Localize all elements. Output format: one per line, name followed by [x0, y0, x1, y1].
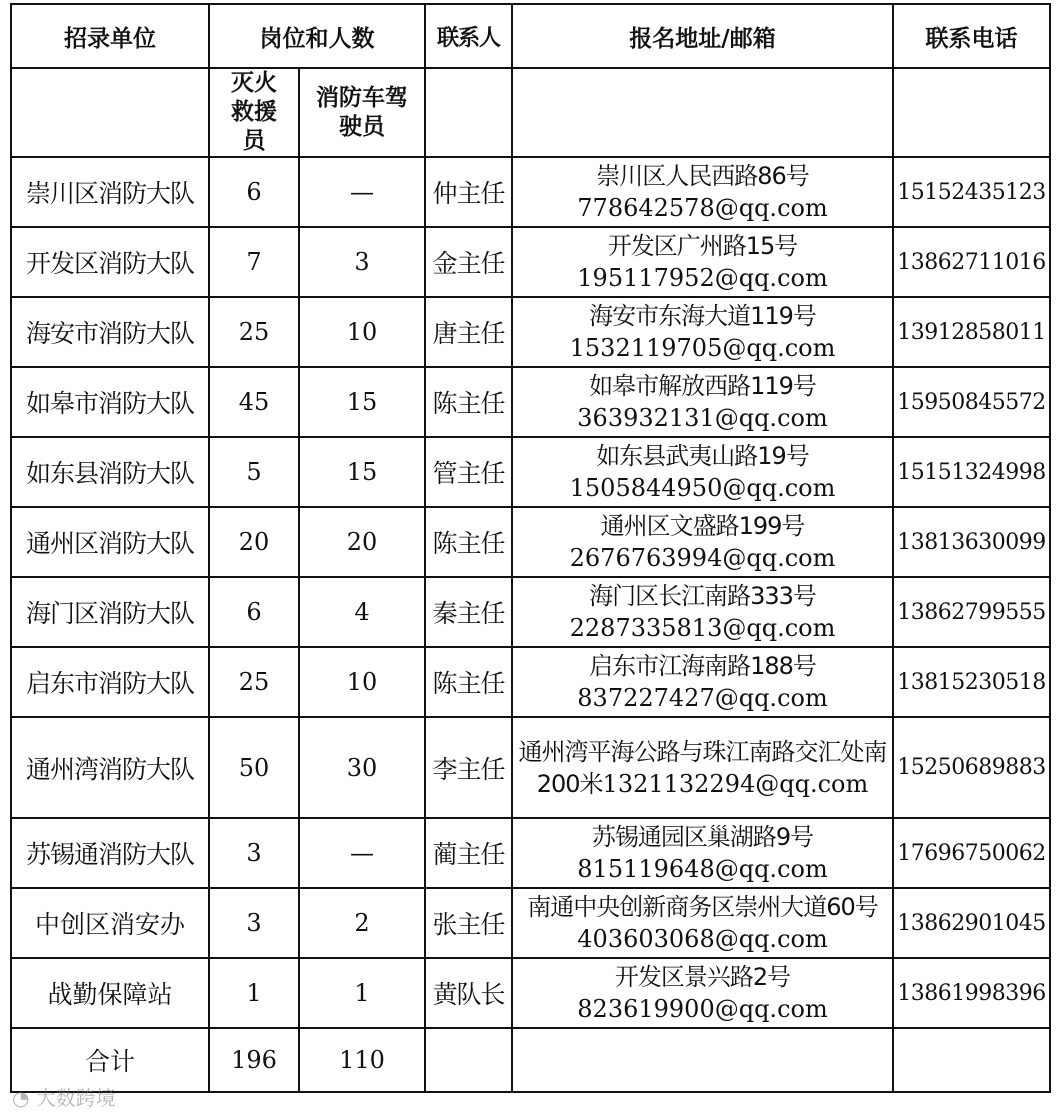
- phone-number: 13862901045: [893, 888, 1050, 958]
- address-cell: [512, 437, 893, 507]
- email-text: 2676763994@qq.com: [569, 544, 836, 572]
- phone-number: 13862799555: [893, 577, 1050, 647]
- rescue-count: 7: [209, 227, 299, 297]
- subheader-driver: 消防车驾驶员: [299, 68, 425, 157]
- email-text: 1532119705@qq.com: [569, 334, 836, 362]
- subheader-empty-address: [512, 68, 893, 157]
- unit-cell: 中创区消安办: [11, 888, 209, 958]
- contact-person: 黄队长: [425, 958, 512, 1028]
- email-text: 363932131@qq.com: [577, 404, 828, 432]
- rescue-count: 20: [209, 507, 299, 577]
- contact-person: 秦主任: [425, 577, 512, 647]
- subheader-row: [11, 68, 1050, 157]
- rescue-count: 5: [209, 437, 299, 507]
- address-cell: [512, 227, 893, 297]
- driver-count: 1: [299, 958, 425, 1028]
- watermark-logo: [12, 1082, 116, 1111]
- table-row: [11, 958, 1050, 1028]
- contact-person: 张主任: [425, 888, 512, 958]
- total-empty-phone: [893, 1028, 1050, 1092]
- total-empty-contact: [425, 1028, 512, 1092]
- table-row: [11, 437, 1050, 507]
- email-text: 1505844950@qq.com: [569, 474, 836, 502]
- driver-count: 4: [299, 577, 425, 647]
- driver-count: —: [299, 818, 425, 888]
- address-cell: [512, 818, 893, 888]
- phone-number: 17696750062: [893, 818, 1050, 888]
- rescue-count: 6: [209, 157, 299, 227]
- driver-count: 30: [299, 717, 425, 818]
- subheader-empty-contact: [425, 68, 512, 157]
- driver-count: 3: [299, 227, 425, 297]
- table-row: [11, 647, 1050, 717]
- table-row: [11, 577, 1050, 647]
- header-row: [11, 4, 1050, 68]
- address-cell: [512, 717, 893, 818]
- phone-number: 15151324998: [893, 437, 1050, 507]
- driver-count: 20: [299, 507, 425, 577]
- email-text: 2287335813@qq.com: [569, 614, 836, 642]
- driver-count: 10: [299, 647, 425, 717]
- email-text: 837227427@qq.com: [577, 684, 828, 712]
- phone-number: 13862711016: [893, 227, 1050, 297]
- unit-cell: 开发区消防大队: [11, 227, 209, 297]
- phone-number: 15152435123: [893, 157, 1050, 227]
- table-row: [11, 717, 1050, 818]
- total-driver: 110: [299, 1028, 425, 1092]
- watermark-icon: ◔: [12, 1086, 30, 1110]
- unit-cell: 通州区消防大队: [11, 507, 209, 577]
- address-text: 开发区广州路15号: [607, 232, 798, 260]
- email-text: 823619900@qq.com: [577, 995, 828, 1023]
- contact-person: 李主任: [425, 717, 512, 818]
- header-contact: 联系人: [425, 4, 512, 68]
- driver-count: 15: [299, 367, 425, 437]
- email-text: 1321132294@qq.com: [602, 769, 869, 798]
- table-row: [11, 507, 1050, 577]
- table-row: [11, 888, 1050, 958]
- total-row: [11, 1028, 1050, 1092]
- phone-number: 13912858011: [893, 297, 1050, 367]
- watermark-text: 大数跨境: [35, 1086, 116, 1110]
- contact-person: 蔺主任: [425, 818, 512, 888]
- unit-cell: 启东市消防大队: [11, 647, 209, 717]
- rescue-count: 1: [209, 958, 299, 1028]
- rescue-count: 3: [209, 888, 299, 958]
- address-cell: [512, 647, 893, 717]
- driver-count: 2: [299, 888, 425, 958]
- phone-number: 15950845572: [893, 367, 1050, 437]
- address-text: 开发区景兴路2号: [614, 963, 791, 991]
- address-cell: [512, 157, 893, 227]
- rescue-count: 25: [209, 297, 299, 367]
- contact-person: 唐主任: [425, 297, 512, 367]
- address-cell: [512, 367, 893, 437]
- table-body: [11, 157, 1050, 1028]
- address-text: 南通中央创新商务区崇州大道60号: [527, 893, 878, 921]
- contact-person: 仲主任: [425, 157, 512, 227]
- address-text: 如东县武夷山路19号: [596, 442, 809, 470]
- unit-cell: 如皋市消防大队: [11, 367, 209, 437]
- table-row: [11, 157, 1050, 227]
- rescue-count: 6: [209, 577, 299, 647]
- address-text: 如皋市解放西路119号: [589, 372, 816, 400]
- address-text: 启东市江海南路188号: [589, 652, 816, 680]
- unit-cell: 苏锡通消防大队: [11, 818, 209, 888]
- email-text: 778642578@qq.com: [577, 194, 828, 222]
- address-text: 苏锡通园区巢湖路9号: [591, 823, 814, 851]
- address-text: 通州湾平海公路与珠江南路交汇处南200米: [518, 737, 887, 798]
- contact-person: 陈主任: [425, 507, 512, 577]
- subheader-rescue: 灭火救援员: [209, 68, 299, 157]
- phone-number: 13813630099: [893, 507, 1050, 577]
- recruitment-table: [10, 3, 1051, 1093]
- address-text: 崇川区人民西路86号: [596, 162, 809, 190]
- contact-person: 陈主任: [425, 647, 512, 717]
- address-cell: [512, 577, 893, 647]
- driver-count: 10: [299, 297, 425, 367]
- table-row: [11, 297, 1050, 367]
- address-text: 海安市东海大道119号: [589, 302, 816, 330]
- unit-cell: 通州湾消防大队: [11, 717, 209, 818]
- rescue-count: 45: [209, 367, 299, 437]
- phone-number: 13815230518: [893, 647, 1050, 717]
- address-cell: [512, 507, 893, 577]
- unit-cell: 崇川区消防大队: [11, 157, 209, 227]
- unit-cell: 战勤保障站: [11, 958, 209, 1028]
- contact-person: 陈主任: [425, 367, 512, 437]
- total-empty-address: [512, 1028, 893, 1092]
- contact-person: 金主任: [425, 227, 512, 297]
- header-unit: 招录单位: [11, 4, 209, 68]
- driver-count: 15: [299, 437, 425, 507]
- table-row: [11, 367, 1050, 437]
- table-row: [11, 227, 1050, 297]
- total-label: 合计: [11, 1028, 209, 1092]
- header-phone: 联系电话: [893, 4, 1050, 68]
- email-text: 403603068@qq.com: [577, 925, 828, 953]
- total-rescue: 196: [209, 1028, 299, 1092]
- subheader-empty-phone: [893, 68, 1050, 157]
- unit-cell: 海门区消防大队: [11, 577, 209, 647]
- driver-count: —: [299, 157, 425, 227]
- address-cell: [512, 888, 893, 958]
- address-text: 海门区长江南路333号: [589, 582, 816, 610]
- address-cell: [512, 958, 893, 1028]
- contact-person: 管主任: [425, 437, 512, 507]
- unit-cell: 海安市消防大队: [11, 297, 209, 367]
- header-positions: 岗位和人数: [209, 4, 425, 68]
- table-row: [11, 818, 1050, 888]
- rescue-count: 50: [209, 717, 299, 818]
- address-cell: [512, 297, 893, 367]
- unit-cell: 如东县消防大队: [11, 437, 209, 507]
- phone-number: 13861998396: [893, 958, 1050, 1028]
- email-text: 815119648@qq.com: [577, 855, 828, 883]
- header-address: 报名地址/邮箱: [512, 4, 893, 68]
- rescue-count: 25: [209, 647, 299, 717]
- subheader-empty-unit: [11, 68, 209, 157]
- email-text: 195117952@qq.com: [577, 264, 828, 292]
- rescue-count: 3: [209, 818, 299, 888]
- address-text: 通州区文盛路199号: [600, 512, 805, 540]
- phone-number: 15250689883: [893, 717, 1050, 818]
